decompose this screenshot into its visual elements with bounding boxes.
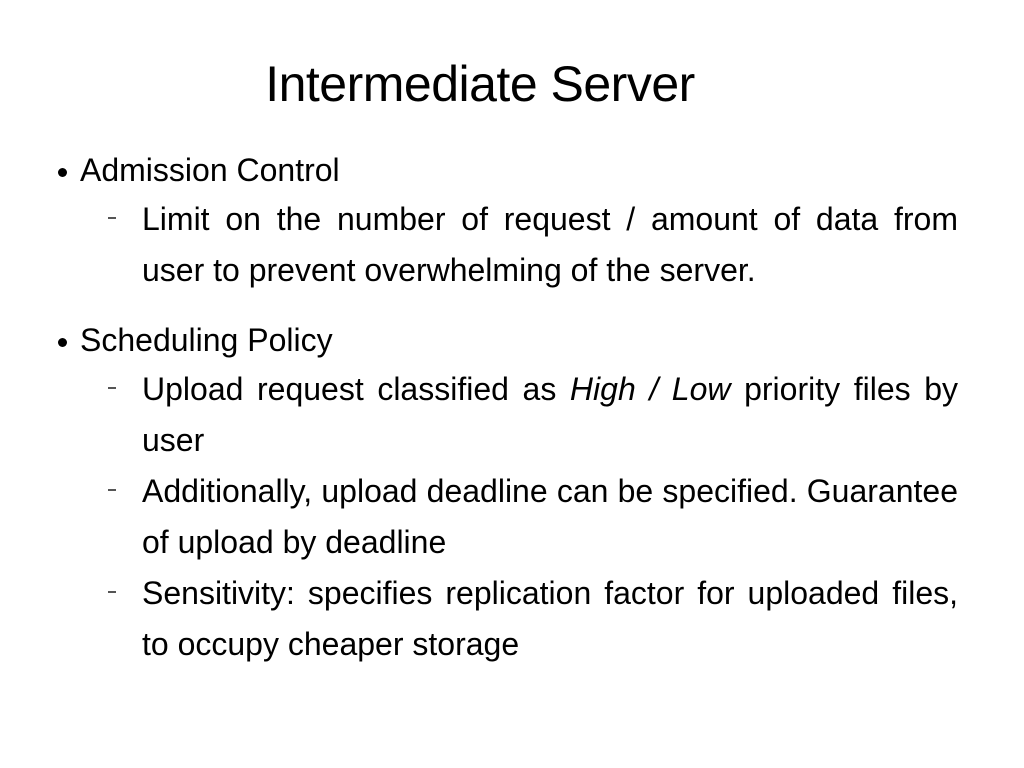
sub-bullet-text-after: priority files by user (142, 371, 959, 458)
sub-list-admission (56, 194, 958, 296)
slide-title: Intermediate Server (265, 56, 695, 112)
bullet-scheduling-policy (56, 318, 958, 362)
bullet-admission-control (56, 148, 958, 192)
slide-content (56, 148, 958, 670)
dash-bullet-icon (108, 591, 116, 593)
dash-bullet-icon (108, 387, 116, 389)
sub-bullet-text-italic: High / Low (569, 371, 731, 407)
sub-bullet-upload-request (142, 364, 958, 466)
sub-bullet-deadline (142, 466, 958, 568)
bullet-heading: Admission Control (80, 152, 340, 188)
sub-bullet-text-before: Upload request classified as (142, 371, 570, 407)
sub-bullet-text: Sensitivity: specifies replication factor for uploaded files, to occupy cheaper storage (142, 575, 958, 662)
bullet-dot-icon (58, 332, 67, 347)
dash-bullet-icon (108, 217, 116, 219)
dash-bullet-icon (108, 489, 116, 491)
sub-bullet-text: Additionally, upload deadline can be specified. Guarantee of upload by deadline (142, 473, 958, 560)
sub-bullet-limit (142, 194, 958, 296)
sub-bullet-sensitivity (142, 568, 958, 670)
sub-list-scheduling (56, 364, 958, 670)
bullet-heading: Scheduling Policy (80, 322, 333, 358)
bullet-dot-icon (58, 162, 67, 177)
sub-bullet-text: Limit on the number of request / amount of data from user to prevent overwhelming of the server. (142, 201, 958, 288)
